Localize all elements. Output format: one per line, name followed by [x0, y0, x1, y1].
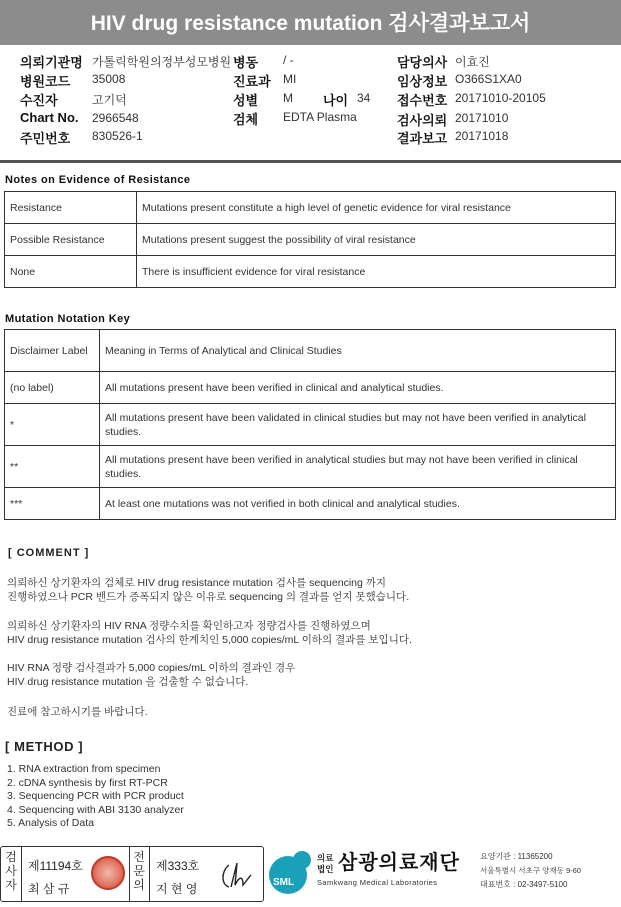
seal-icon — [91, 856, 125, 890]
method-list — [7, 763, 184, 831]
ward-value: / - — [283, 53, 294, 67]
id-value: 830526-1 — [92, 129, 143, 143]
evidence-desc: Mutations present constitute a high level of genetic evidence for viral resistance — [137, 192, 616, 224]
chart-value: 2966548 — [92, 111, 139, 125]
divider — [0, 160, 621, 163]
doctor-label: 담당의사 — [397, 55, 448, 70]
dept-label: 진료과 — [233, 74, 271, 89]
patient-label: 수진자 — [20, 93, 58, 108]
comment-line: 의뢰하신 상기환자의 HIV RNA 정량수치를 확인하고자 정량검사를 진행하였으며 — [7, 620, 371, 632]
table-header-row — [5, 330, 616, 372]
sex-value: M — [283, 91, 293, 105]
logo-text: SML — [273, 877, 295, 888]
evidence-title: Notes on Evidence of Resistance — [5, 174, 191, 186]
specialist-number: 제333호 — [156, 859, 200, 873]
signature-icon — [217, 857, 257, 893]
notation-label: ** — [5, 446, 100, 488]
comment-line: HIV drug resistance mutation 을 검출할 수 없습니다. — [7, 675, 249, 688]
table-row — [5, 446, 616, 488]
request-label: 검사의뢰 — [397, 113, 448, 128]
clinical-label: 임상정보 — [397, 74, 448, 89]
receipt-value: 20171010-20105 — [455, 91, 546, 105]
table-row — [5, 404, 616, 446]
notation-meaning: At least one mutations was not verified in both clinical and analytical studies. — [100, 488, 616, 520]
notation-label: *** — [5, 488, 100, 520]
notation-header-label: Disclaimer Label — [5, 330, 100, 372]
specialist-name: 지 현 영 — [156, 882, 198, 896]
method-step: 1. RNA extraction from specimen — [7, 763, 161, 775]
method-title: [ METHOD ] — [5, 739, 84, 754]
age-value: 34 — [357, 91, 371, 105]
patient-value: 고기덕 — [92, 93, 127, 107]
request-value: 20171010 — [455, 111, 509, 125]
comment-line: HIV RNA 정량 검사결과가 5,000 copies/mL 이하의 결과인 경우 — [7, 662, 296, 674]
notation-meaning: All mutations present have been validated in clinical studies but may not have been verified in analytical studies. — [100, 404, 616, 446]
age-label: 나이 — [323, 93, 349, 108]
divider — [129, 847, 130, 901]
comment-paragraph-2 — [7, 620, 412, 647]
notation-meaning: All mutations present have been verified in clinical and analytical studies. — [100, 372, 616, 404]
notation-label: (no label) — [5, 372, 100, 404]
evidence-table — [4, 191, 616, 288]
footer — [0, 843, 621, 907]
evidence-desc: There is insufficient evidence for viral resistance — [137, 256, 616, 288]
logo — [266, 848, 316, 898]
org-name: 삼광의료재단 — [338, 852, 460, 874]
comment-paragraph-4 — [7, 706, 148, 720]
examiner-name: 최 삼 규 — [28, 882, 70, 896]
patient-info — [0, 45, 621, 157]
comment-paragraph-1 — [7, 577, 409, 604]
table-row — [5, 372, 616, 404]
report-value: 20171018 — [455, 129, 509, 143]
institution-label: 의뢰기관명 — [20, 55, 83, 70]
table-row — [5, 488, 616, 520]
org-english-name: Samkwang Medical Laboratories — [317, 878, 438, 887]
method-step: 4. Sequencing with ABI 3130 analyzer — [7, 803, 184, 816]
receipt-label: 접수번호 — [397, 93, 448, 108]
doctor-value: 이효진 — [455, 55, 490, 69]
chart-label: Chart No. — [20, 110, 79, 125]
report-label: 결과보고 — [397, 131, 448, 146]
comment-line: 의뢰하신 상기환자의 검체로 HIV drug resistance mutation 검사를 sequencing 까지 — [7, 577, 387, 589]
org-prefix-1: 의료 — [317, 853, 334, 863]
examiner-number: 제11194호 — [28, 859, 83, 873]
institution-value: 가톨릭학원의정부성모병원 — [92, 55, 232, 69]
notation-table — [4, 329, 616, 520]
comment-line: 진료에 참고하시기를 바랍니다. — [7, 706, 148, 718]
comment-paragraph-3 — [7, 662, 295, 689]
org-address: 서울특별시 서초구 양재동 9-60 — [480, 866, 581, 875]
ward-label: 병동 — [233, 55, 259, 70]
org-prefix-2: 법인 — [317, 864, 334, 874]
divider — [149, 847, 150, 901]
hospital-code-value: 35008 — [92, 72, 126, 86]
comment-title: [ COMMENT ] — [8, 547, 90, 559]
evidence-desc: Mutations present suggest the possibility of viral resistance — [137, 224, 616, 256]
clinical-value: O366S1XA0 — [455, 72, 522, 86]
comment-line: HIV drug resistance mutation 검사의 한계치인 5,000 copies/mL 이하의 결과를 보입니다. — [7, 633, 412, 646]
method-step: 5. Analysis of Data — [7, 817, 94, 829]
method-step: 3. Sequencing PCR with PCR product — [7, 790, 184, 802]
examiner-role: 검사자 — [5, 850, 17, 892]
notation-meaning: All mutations present have been verified in analytical studies but may not have been verified in clinical studies. — [100, 446, 616, 488]
id-label: 주민번호 — [20, 131, 71, 146]
evidence-term: Possible Resistance — [5, 224, 137, 256]
table-row — [5, 256, 616, 288]
table-row — [5, 224, 616, 256]
hospital-code-label: 병원코드 — [20, 74, 71, 89]
notation-label: * — [5, 404, 100, 446]
specimen-label: 검체 — [233, 112, 259, 127]
specimen-value: EDTA Plasma — [283, 110, 357, 124]
agency-code: 요양기관 : 11365200 — [480, 852, 553, 861]
notation-header-meaning: Meaning in Terms of Analytical and Clinical Studies — [100, 330, 616, 372]
notation-title: Mutation Notation Key — [5, 313, 131, 325]
evidence-term: Resistance — [5, 192, 137, 224]
dept-value: MI — [283, 72, 297, 86]
report-title: HIV drug resistance mutation 검사결과보고서 — [0, 0, 621, 45]
table-row — [5, 192, 616, 224]
comment-line: 진행하였으나 PCR 밴드가 증폭되지 않은 이유로 sequencing 의 결과를 얻지 못했습니다. — [7, 590, 410, 603]
evidence-term: None — [5, 256, 137, 288]
specialist-role: 전문의 — [133, 850, 145, 892]
divider — [21, 847, 22, 901]
method-step: 2. cDNA synthesis by first RT-PCR — [7, 776, 168, 789]
org-phone: 대표번호 : 02-3497-5100 — [480, 880, 568, 889]
signature-box — [0, 846, 264, 902]
sex-label: 성별 — [233, 93, 259, 108]
